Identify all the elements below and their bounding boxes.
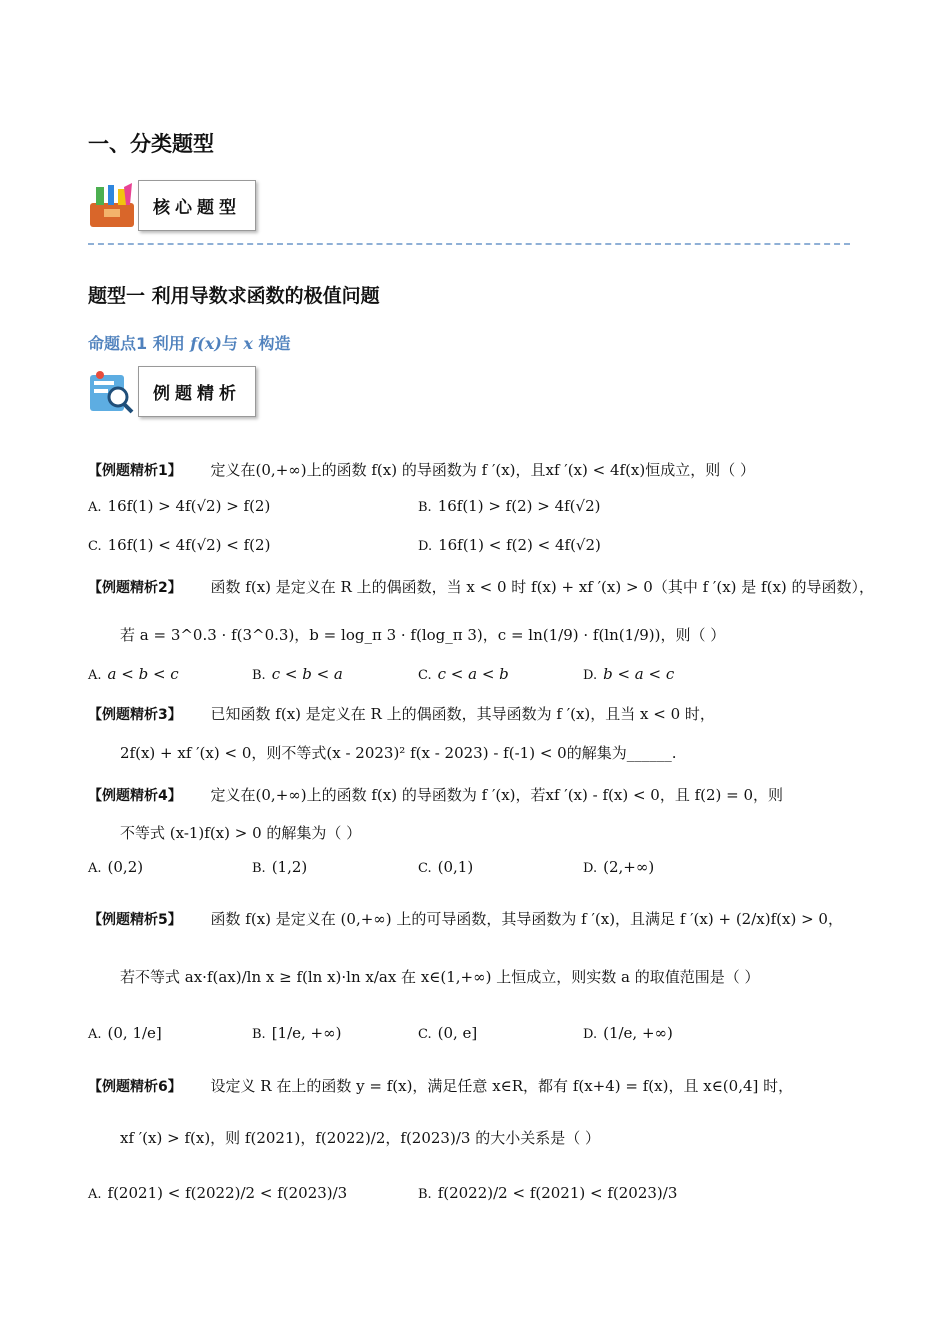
q6-option-b: B. f(2022)/2 < f(2021) < f(2023)/3 [418, 1184, 678, 1202]
q6-option-a: A. f(2021) < f(2022)/2 < f(2023)/3 [88, 1184, 348, 1202]
question-tag: 【例题精析2】 [88, 580, 182, 596]
q5-option-a: A. (0, 1/e] [88, 1024, 162, 1042]
question-tag: 【例题精析1】 [88, 463, 182, 479]
section-title: 一、分类题型 [88, 132, 214, 156]
q4-option-d: D. (2,+∞) [583, 858, 655, 876]
question-2 [88, 576, 874, 597]
question-tag: 【例题精析3】 [88, 707, 182, 723]
q1-option-b: B. 16f(1) > f(2) > 4f(√2) [418, 497, 601, 515]
point1-title: 命题点1 利用 f(x)与 x 构造 [88, 334, 291, 353]
q6-line2: xf ′(x) > f(x)，则 f(2021)，f(2022)/2，f(2023)/3 的大小关系是（ ） [120, 1129, 600, 1147]
q2-option-b: B. c < b < a [252, 665, 343, 683]
example-banner [88, 366, 256, 417]
core-banner-label: 核心题型 [138, 180, 256, 231]
question-6 [88, 1075, 793, 1096]
q4-line2: 不等式 (x-1)f(x) > 0 的解集为（ ） [120, 824, 362, 842]
q4-option-b: B. (1,2) [252, 858, 308, 876]
dashed-divider [88, 243, 850, 245]
question-3 [88, 703, 715, 724]
question-1 [88, 459, 755, 480]
q4-option-c: C. (0,1) [418, 858, 474, 876]
q2-line2: 若 a = 3^0.3 · f(3^0.3)，b = log_π 3 · f(log_π 3)，c = ln(1/9) · f(ln(1/9))，则（ ） [120, 626, 726, 644]
q2-option-c: C. c < a < b [418, 665, 509, 683]
q3-line2: 2f(x) + xf ′(x) < 0，则不等式(x - 2023)² f(x - 2023) - f(-1) < 0的解集为______. [120, 744, 677, 762]
example-banner-label: 例题精析 [138, 366, 256, 417]
q5-option-d: D. (1/e, +∞) [583, 1024, 673, 1042]
question-text: 已知函数 f(x) 是定义在 R 上的偶函数，其导函数为 f ′(x)，且当 x < 0 时， [210, 705, 715, 723]
question-5 [88, 908, 843, 929]
question-text: 函数 f(x) 是定义在 R 上的偶函数，当 x < 0 时 f(x) + xf ′(x) > 0（其中 f ′(x) 是 f(x) 的导函数）， [210, 578, 875, 596]
core-banner [88, 180, 256, 231]
q4-option-a: A. (0,2) [88, 858, 144, 876]
q1-option-c: C. 16f(1) < 4f(√2) < f(2) [88, 536, 271, 554]
q5-line2: 若不等式 ax·f(ax)/ln x ≥ f(ln x)·ln x/ax 在 x∈(1,+∞) 上恒成立，则实数 a 的取值范围是（ ） [120, 968, 760, 986]
question-tag: 【例题精析5】 [88, 912, 182, 928]
question-tag: 【例题精析6】 [88, 1079, 182, 1095]
magnifier-icon [88, 369, 136, 415]
question-tag: 【例题精析4】 [88, 788, 182, 804]
type1-title: 题型一 利用导数求函数的极值问题 [88, 285, 380, 307]
toolbox-icon [88, 183, 136, 229]
q1-option-d: D. 16f(1) < f(2) < 4f(√2) [418, 536, 601, 554]
q2-option-a: A. a < b < c [88, 665, 179, 683]
question-text: 函数 f(x) 是定义在 (0,+∞) 上的可导函数，其导函数为 f ′(x)，且满足 f ′(x) + (2/x)f(x) > 0， [210, 910, 843, 928]
q5-option-b: B. [1/e, +∞) [252, 1024, 342, 1042]
question-text: 定义在(0,+∞)上的函数 f(x) 的导函数为 f ′(x)，且xf ′(x) < 4f(x)恒成立，则（ ） [210, 461, 756, 479]
question-text: 定义在(0,+∞)上的函数 f(x) 的导函数为 f ′(x)，若xf ′(x) - f(x) < 0，且 f(2) = 0，则 [210, 786, 784, 804]
q2-option-d: D. b < a < c [583, 665, 675, 683]
question-4 [88, 784, 783, 805]
q1-option-a: A. 16f(1) > 4f(√2) > f(2) [88, 497, 271, 515]
q5-option-c: C. (0, e] [418, 1024, 478, 1042]
question-text: 设定义 R 在上的函数 y = f(x)，满足任意 x∈R，都有 f(x+4) = f(x)，且 x∈(0,4] 时， [210, 1077, 794, 1095]
